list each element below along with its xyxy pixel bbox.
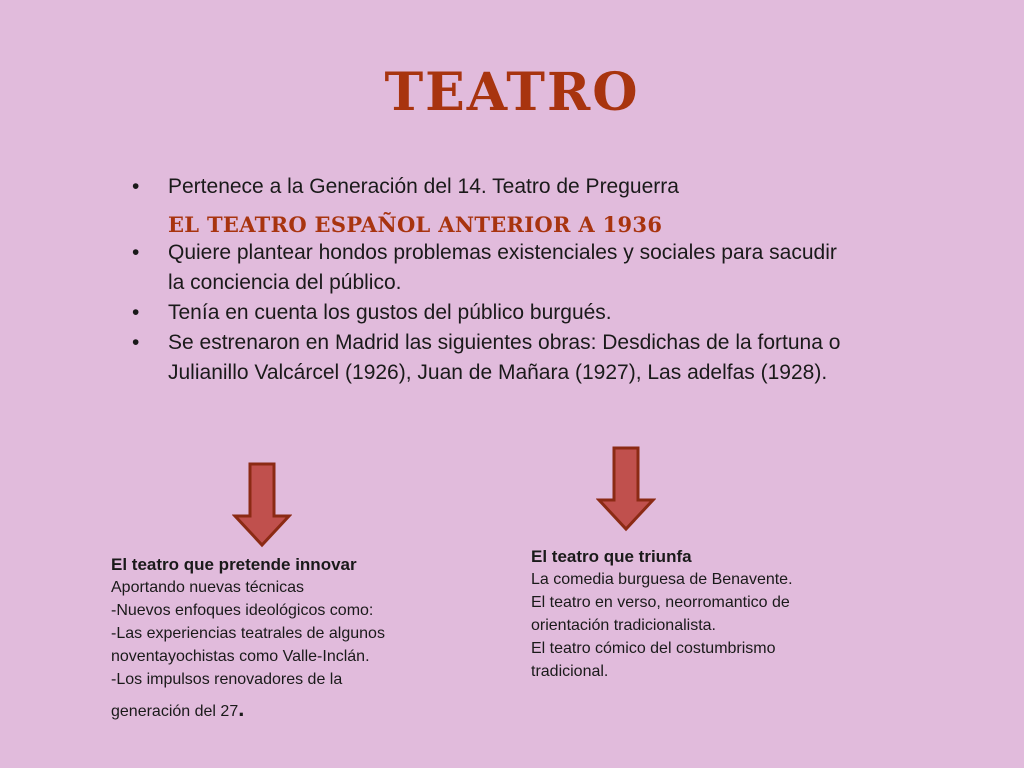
box-line: La comedia burguesa de Benavente. [531, 571, 793, 588]
box-line: noventayochistas como Valle-Inclán. [111, 648, 370, 665]
bullet-text: Pertenece a la Generación del 14. Teatro de Preguerra [168, 175, 679, 198]
bullet-item [132, 238, 852, 298]
box-line-text: generación del 27 [111, 703, 239, 720]
box-line: -Nuevos enfoques ideológicos como: [111, 602, 374, 619]
arrow-down-icon [232, 462, 292, 548]
box-end-mark: . [238, 696, 245, 721]
box-heading: El teatro que triunfa [531, 547, 692, 566]
box-line: El teatro cómico del costumbrismo [531, 640, 776, 657]
bullet-list [132, 172, 852, 388]
box-heading: El teatro que pretende innovar [111, 555, 357, 574]
arrow-down-icon [596, 446, 656, 532]
slide-title: TEATRO [384, 62, 640, 123]
bullet-text: Tenía en cuenta los gustos del público burgués. [168, 301, 612, 324]
box-line: Aportando nuevas técnicas [111, 579, 305, 596]
bullet-text: Quiere plantear hondos problemas existenciales y sociales para sacudir la conciencia del público. [168, 241, 837, 294]
box-line: El teatro en verso, neorromantico de [531, 594, 790, 611]
bullet-item [132, 298, 852, 328]
innovation-theatre-box [111, 553, 385, 723]
bullet-dot: • [132, 331, 140, 354]
bullet-text: Se estrenaron en Madrid las siguientes obras: Desdichas de la fortuna o Julianillo Valcárcel (1926), Juan de Mañara (1927), Las adelfas (1928). [168, 331, 841, 384]
section-subheading: EL TEATRO ESPAÑOL ANTERIOR A 1936 [168, 212, 663, 237]
bullet-dot: • [132, 301, 140, 324]
bullet-item [132, 172, 852, 202]
bullet-dot: • [132, 175, 140, 198]
bullet-item [132, 328, 852, 388]
triumphant-theatre-box [531, 545, 793, 683]
box-line-last [111, 697, 385, 723]
bullet-dot: • [132, 241, 140, 264]
box-line: tradicional. [531, 663, 609, 680]
box-line: -Las experiencias teatrales de algunos [111, 625, 385, 642]
box-line: -Los impulsos renovadores de la [111, 671, 343, 688]
box-line: orientación tradicionalista. [531, 617, 716, 634]
